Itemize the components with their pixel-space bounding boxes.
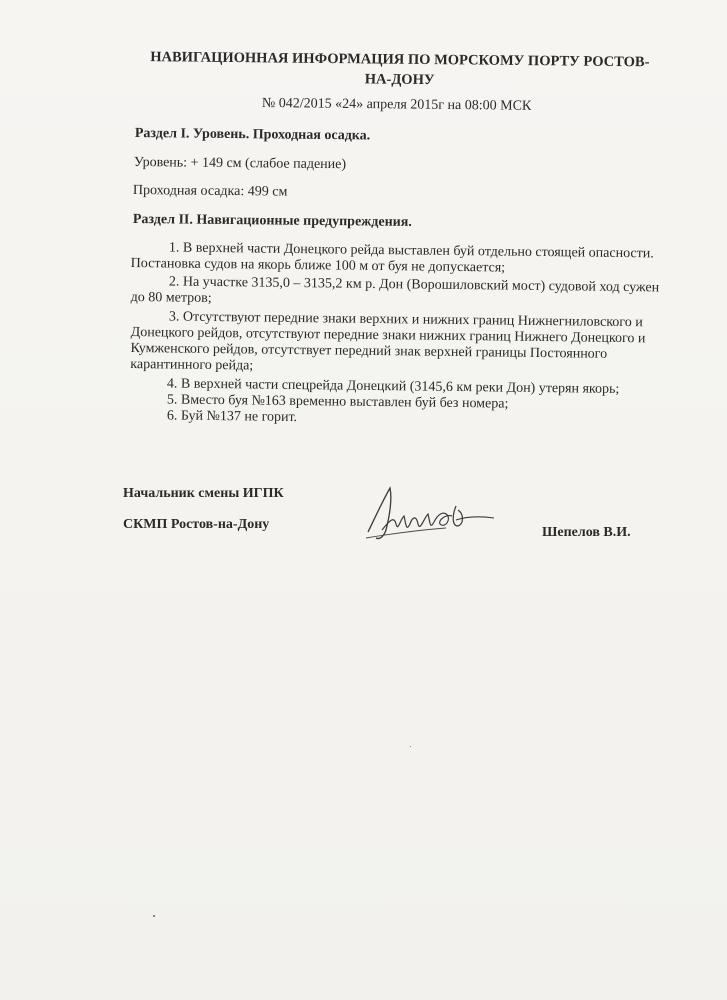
warning-text: 2. На участке 3135,0 – 3135,2 км р. Дон (Ворошиловский мост) судовой ход сужен до 80 метров; xyxy=(130,274,660,306)
document-title: НАВИГАЦИОННАЯ ИНФОРМАЦИЯ ПО МОРСКОМУ ПОРТУ РОСТОВ-НА-ДОНУ xyxy=(150,49,650,89)
warning-item xyxy=(131,240,663,278)
scan-speck xyxy=(153,915,155,917)
warning-text: 3. Отсутствуют передние знаки верхних и нижних границ Нижнегниловского и Донецкого рейдов, отсутствуют передние знаки нижних границ Нижнего Донецкого и Кумженского рейдов, отсутствует передний знак верхней границы Постоянного карантинного рейда; xyxy=(130,309,646,374)
warning-item xyxy=(130,309,663,379)
water-level: Уровень: + 149 см (слабое падение) xyxy=(133,155,347,173)
passage-draft: Проходная осадка: 499 см xyxy=(132,183,288,200)
signatory-role: Начальник смены ИГПК xyxy=(123,486,284,501)
signatory-organization: СКМП Ростов-на-Дону xyxy=(123,517,270,532)
warning-text: 6. Буй №137 не горит. xyxy=(166,408,298,426)
signatory-name: Шепелов В.И. xyxy=(542,525,631,540)
warning-text: 5. Вместо буя №163 временно выставлен буй без номера; xyxy=(166,392,509,412)
section2-heading: Раздел II. Навигационные предупреждения. xyxy=(132,212,412,230)
warning-item xyxy=(131,274,663,312)
warning-text: 1. В верхней части Донецкого рейда выставлен буй отдельно стоящей опасности. Постановка судов на якорь ближе 100 м от буя не допускается; xyxy=(130,240,654,276)
document-number: № 042/2015 «24» апреля 2015г на 08:00 МСК xyxy=(261,96,532,114)
warning-text: 4. В верхней части спецрейда Донецкий (3145,6 км реки Дон) утерян якорь; xyxy=(166,376,620,397)
section1-heading: Раздел I. Уровень. Проходная осадка. xyxy=(134,126,371,144)
handwritten-signature xyxy=(360,480,500,550)
scan-speck xyxy=(410,746,411,747)
